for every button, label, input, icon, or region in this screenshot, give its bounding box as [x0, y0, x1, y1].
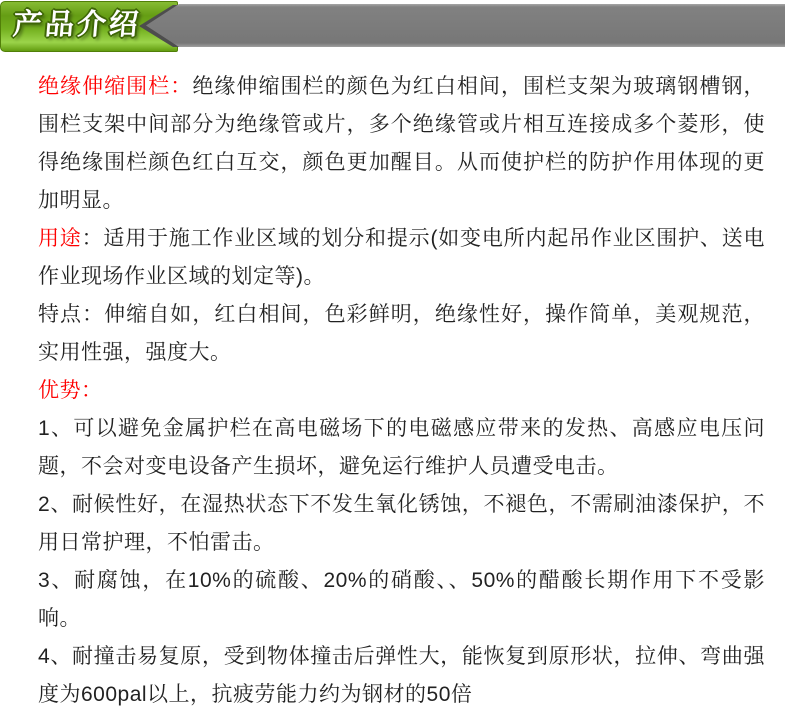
paragraph [38, 562, 765, 638]
paragraph [38, 638, 765, 714]
paragraph-text: ：适用于施工作业区域的划分和提示(如变电所内起吊作业区围护、送电作业现场作业区域的划定等)。 [38, 227, 765, 288]
paragraph-text: 1、可以避免金属护栏在高电磁场下的电磁感应带来的发热、高感应电压问题，不会对变电设备产生损坏，避免运行维护人员遭受电击。 [38, 417, 765, 478]
highlight-label: 用途 [38, 227, 82, 250]
paragraph [38, 410, 765, 486]
paragraph-text: 特点：伸缩自如，红白相间，色彩鲜明，绝缘性好，操作简单，美观规范，实用性强，强度大。 [38, 303, 765, 364]
page-header [0, 0, 785, 55]
paragraph [38, 372, 765, 410]
paragraph [38, 220, 765, 296]
paragraph [38, 296, 765, 372]
paragraph [38, 68, 765, 220]
highlight-label: 优势： [38, 379, 103, 402]
paragraph-text: 4、耐撞击易复原，受到物体撞击后弹性大，能恢复到原形状，拉伸、弯曲强度为600pal以上，抗疲劳能力约为钢材的50倍 [38, 645, 765, 706]
paragraph-text: 2、耐候性好，在湿热状态下不发生氧化锈蚀，不褪色，不需刷油漆保护，不用日常护理，不怕雷击。 [38, 493, 765, 554]
content [0, 55, 785, 714]
highlight-label: 绝缘伸缩围栏： [38, 75, 193, 98]
ribbon-bar [146, 4, 785, 47]
paragraph [38, 486, 765, 562]
page-title: 产品介绍 [11, 9, 143, 41]
paragraph-text: 3、耐腐蚀，在10%的硫酸、20%的硝酸、、50%的醋酸长期作用下不受影响。 [38, 569, 765, 630]
paragraph-text: 绝缘伸缩围栏的颜色为红白相间，围栏支架为玻璃钢槽钢，围栏支架中间部分为绝缘管或片，多个绝缘管或片相互连接成多个菱形，使得绝缘围栏颜色红白互交，颜色更加醒目。从而使护栏的防护作用体现的更加明显。 [38, 75, 765, 212]
